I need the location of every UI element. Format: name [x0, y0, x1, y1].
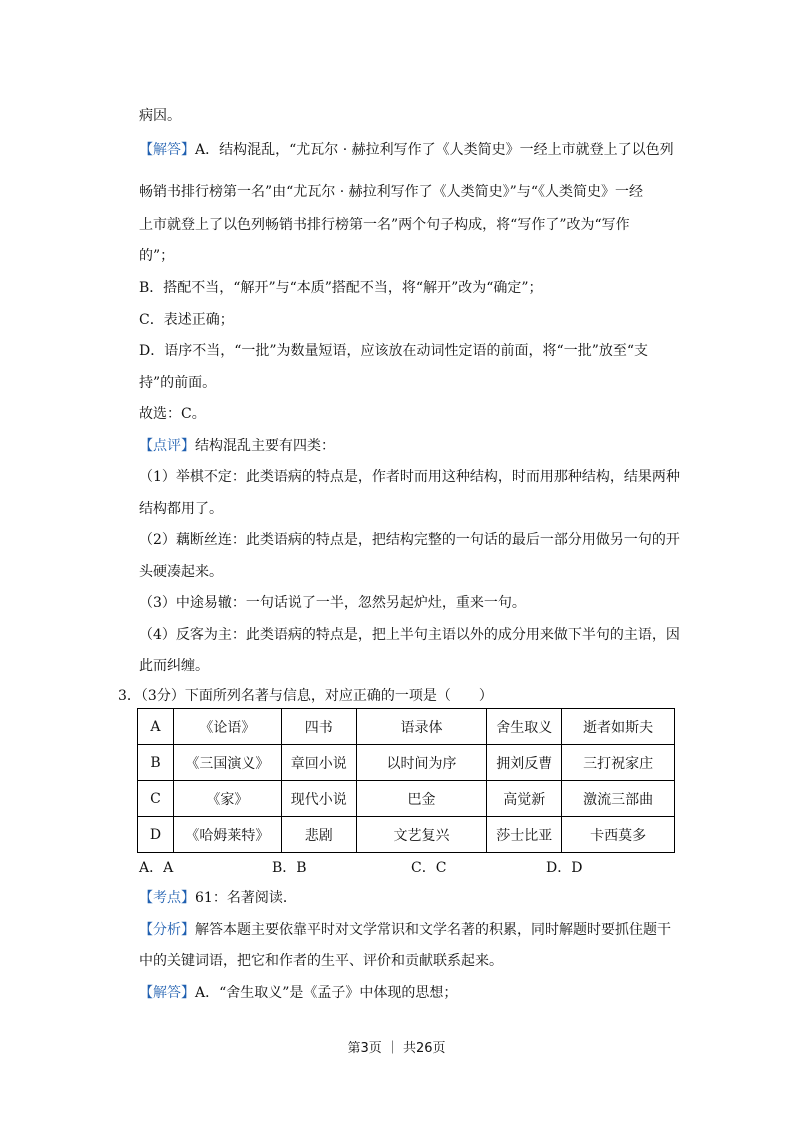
text-line	[139, 983, 457, 1003]
table-cell: 逝者如斯夫	[562, 709, 675, 745]
text-line	[139, 140, 674, 160]
table-cell: 《哈姆莱特》	[173, 817, 281, 853]
text-line: （4）反客为主：此类语病的特点是，把上半句主语以外的成分用来做下半句的主语，因	[139, 627, 680, 643]
option-c: C．C	[411, 860, 447, 876]
table-row	[138, 781, 675, 817]
text-span: A．“舍生取义”是《孟子》中体现的思想；	[195, 985, 458, 1001]
table-cell: A	[138, 709, 174, 745]
text-line: 故选：C。	[139, 406, 206, 422]
text-line: 上市就登上了以色列畅销书排行榜第一名”两个句子构成，将“写作了”改为“写作	[139, 217, 630, 233]
text-line: 的”；	[139, 248, 175, 264]
text-line: C．表述正确；	[139, 312, 234, 328]
text-line: 畅销书排行榜第一名”由“尤瓦尔 · 赫拉利写作了《人类简史》”与“《人类简史》一经	[139, 184, 643, 200]
text-line: （3）中途易辙：一句话说了一半，忽然另起炉灶，重来一句。	[139, 595, 526, 611]
text-line	[139, 888, 297, 908]
text-span: 结构混乱主要有四类：	[195, 438, 335, 454]
text-line: （1）举棋不定：此类语病的特点是，作者时而用这种结构，时而用那种结构，结果两种	[139, 469, 680, 485]
text-line	[139, 436, 335, 456]
table-cell: D	[138, 817, 174, 853]
table-cell: 文艺复兴	[356, 817, 487, 853]
table-cell: 《论语》	[173, 709, 281, 745]
table-cell: 四书	[281, 709, 356, 745]
table-cell: 现代小说	[281, 781, 356, 817]
text-line: D．语序不当，“一批”为数量短语，应该放在动词性定语的前面，将“一批”放至“支	[139, 343, 649, 359]
text-line: 结构都用了。	[139, 501, 223, 517]
option-a: A．A	[139, 860, 174, 876]
table-cell: 悲剧	[281, 817, 356, 853]
table-cell: 《三国演义》	[173, 745, 281, 781]
table-cell: 章回小说	[281, 745, 356, 781]
table-cell: B	[138, 745, 174, 781]
comment-tag: 【点评】	[139, 438, 195, 454]
table-cell: 拥刘反曹	[487, 745, 562, 781]
text-line: B．搭配不当，“解开”与“本质”搭配不当，将“解开”改为“确定”；	[139, 280, 543, 296]
table-cell: 莎士比亚	[487, 817, 562, 853]
text-line: （2）藕断丝连：此类语病的特点是，把结构完整的一句话的最后一部分用做另一句的开	[139, 532, 680, 548]
option-b: B．B	[272, 860, 307, 876]
text-line: 中的关键词语，把它和作者的生平、评价和贡献联系起来。	[139, 953, 503, 969]
table-row	[138, 709, 675, 745]
text-line	[139, 920, 671, 940]
text-line: 持”的前面。	[139, 375, 217, 391]
table-cell: 巴金	[356, 781, 487, 817]
text-line: 头硬凑起来。	[139, 564, 223, 580]
kaodian-tag: 【考点】	[139, 890, 195, 906]
option-d: D．D	[546, 860, 583, 876]
table-cell: C	[138, 781, 174, 817]
works-table	[137, 708, 675, 853]
analysis-tag: 【分析】	[139, 922, 195, 938]
table-cell: 以时间为序	[356, 745, 487, 781]
text-line: 此而纠缠。	[139, 658, 209, 674]
table-row	[138, 745, 675, 781]
table-cell: 高觉新	[487, 781, 562, 817]
answer-tag: 【解答】	[139, 142, 195, 158]
table-cell: 卡西莫多	[562, 817, 675, 853]
table-cell: 三打祝家庄	[562, 745, 675, 781]
text-span: 61：名著阅读．	[195, 890, 297, 906]
table-cell: 舍生取义	[487, 709, 562, 745]
table-cell: 语录体	[356, 709, 487, 745]
table-cell: 《家》	[173, 781, 281, 817]
answer-tag: 【解答】	[139, 985, 195, 1001]
page-footer: 第3页 ｜ 共26页	[347, 1041, 446, 1056]
text-line: 病因。	[139, 108, 181, 124]
text-span: A．结构混乱，“尤瓦尔 · 赫拉利写作了《人类简史》一经上市就登上了以色列	[195, 142, 674, 158]
text-span: 解答本题主要依靠平时对文学常识和文学名著的积累，同时解题时要抓住题干	[195, 922, 671, 938]
table-cell: 激流三部曲	[562, 781, 675, 817]
question-stem: 3．（3分）下面所列名著与信息，对应正确的一项是（ ）	[118, 688, 493, 704]
table-row	[138, 817, 675, 853]
